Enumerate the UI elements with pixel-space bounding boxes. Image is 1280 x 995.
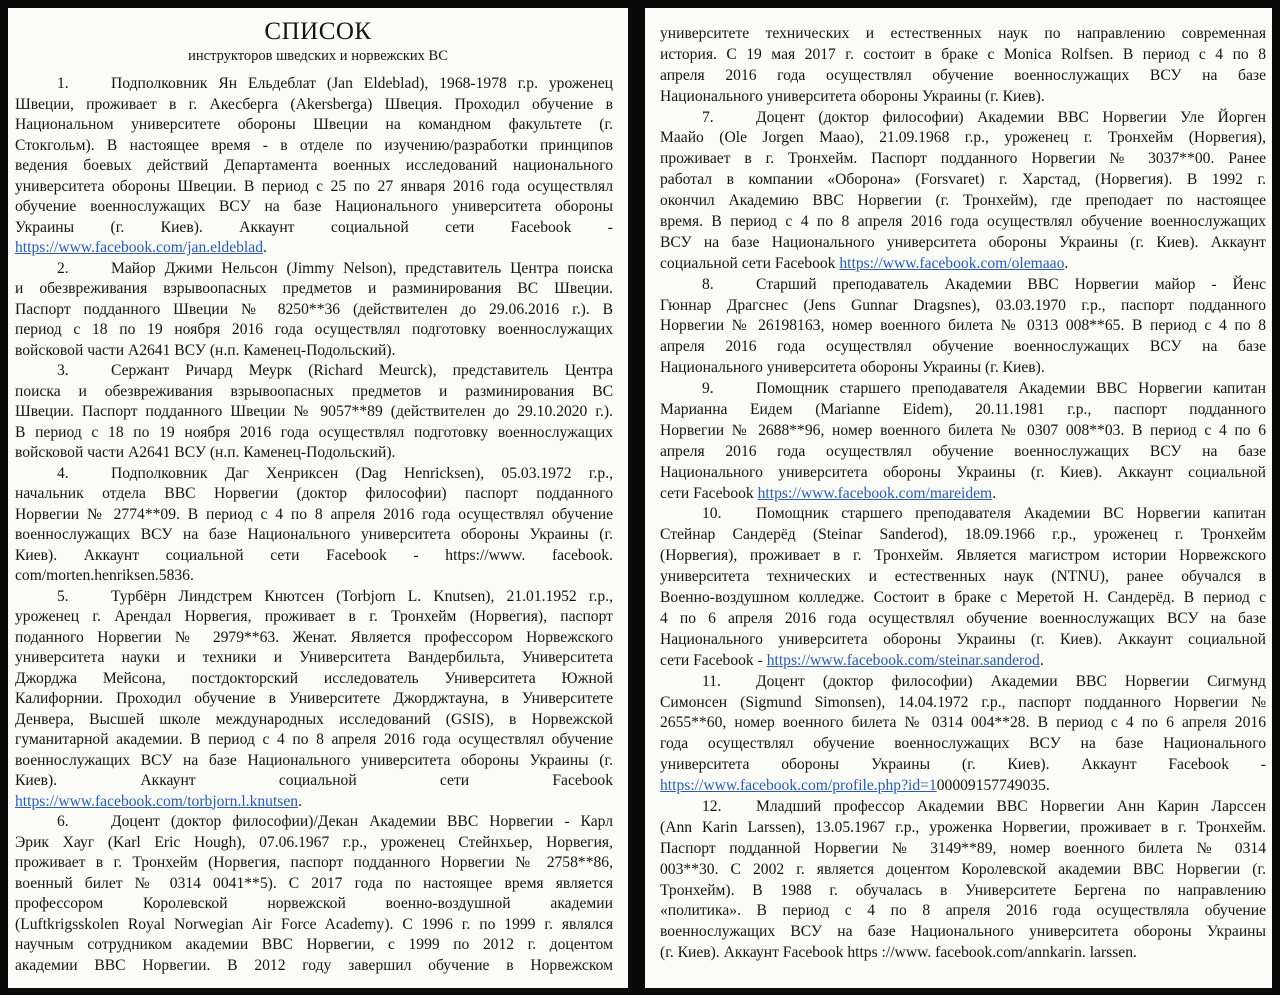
line-text: В период с 18 по 19 ноября 2016 года осуществлял подготовку военнослужащих [15, 423, 613, 441]
line-text: (г. Киев). Аккаунт Facebook https ://www. facebook.com/annkarin. larssen. [660, 944, 1137, 962]
text-line [15, 464, 613, 485]
line-text: Паспорт подданной Норвегии № 3149**89, номер военного билета № 0314 [660, 839, 1266, 857]
line-text: ведения боевых действий Департамента военных исследований национального [15, 157, 613, 174]
line-text: уроженец г. Арендал Норвегия, проживает в г. Тронхейм (Норвегия), паспорт [15, 608, 613, 625]
text-line [660, 149, 1266, 170]
line-text: поиска и обезвреживания взрывоопасных предметов и разминирования ВС [15, 382, 613, 400]
line-text: Киев). Аккаунт социальной сети Facebook - https://www. facebook. [15, 546, 613, 564]
text-line [15, 566, 613, 587]
line-text: период с 18 по 19 ноября 2016 года осуществлял подготовку военнослужащих [15, 321, 613, 338]
text-line [15, 238, 613, 259]
text-line [660, 734, 1266, 755]
text-line [15, 136, 613, 157]
text-line [660, 233, 1266, 254]
text-line [15, 730, 613, 751]
text-line [660, 609, 1266, 630]
list-item [660, 379, 1266, 504]
text-line [660, 87, 1266, 108]
page-body [660, 24, 1266, 964]
line-text: Доцент (доктор философии)/Декан Академии ВВС Норвегии - Карл [111, 813, 613, 830]
text-line [660, 901, 1266, 922]
text-line [660, 588, 1266, 609]
item-number: 12. [702, 797, 722, 815]
text-line [15, 177, 613, 198]
line-text: Национального университета обороны Украины (г. Киев). Аккаунт социальной [660, 630, 1266, 648]
text-line [15, 443, 613, 464]
line-text: Киев). Аккаунт социальной сети Facebook [15, 772, 613, 789]
line-text: сети Facebook [660, 484, 758, 502]
line-text: Марианна Еидем (Marianne Eidem), 20.11.1981 г.р., паспорт подданного [660, 401, 1266, 419]
item-number: 2. [57, 259, 69, 277]
line-text: Эрик Хауг (Karl Eric Hough), 07.06.1967 г.р., уроженец Стейнхьер, Норвегия, [15, 833, 613, 851]
text-line [660, 630, 1266, 651]
line-text: поданного Норвегии № 2979**63. Женат. Является профессором Норвежского [15, 628, 613, 646]
text-line [15, 628, 613, 649]
line-text: Подполковник Даг Хенриксен (Dag Henricksen), 05.03.1972 г.р., [111, 464, 613, 482]
text-line [15, 300, 613, 321]
line-text: военнослужащих ВСУ на базе Национального университета обороны Украины (г. [15, 526, 613, 543]
text-line [660, 45, 1266, 66]
text-line [15, 279, 613, 300]
facebook-link[interactable]: https://www.facebook.com/profile.php?id=1 [660, 777, 937, 795]
line-text: Швеции. Паспорт подданного Швеции № 9057**89 (действителен до 29.10.2020 г.). [15, 403, 613, 420]
line-text: Младший профессор Академии ВВС Норвегии Анн Карин Ларссен [756, 797, 1266, 815]
line-text: (Норвегия), проживает в г. Тронхейм. Является магистром истории Норвежского [660, 547, 1266, 565]
text-line [15, 894, 613, 915]
line-text: . [298, 792, 302, 810]
document-subtitle: инструкторов шведских и норвежских ВС [188, 48, 448, 64]
text-line [660, 296, 1266, 317]
text-line [15, 935, 613, 956]
text-line [660, 797, 1266, 818]
line-text: Национального университета обороны Украины (г. Киев). [660, 359, 1045, 377]
line-text: Стокгольм). В настоящее время - в отделе по изучению/разработки принципов [15, 136, 613, 154]
text-line [660, 713, 1266, 734]
text-line [660, 922, 1266, 943]
item-number: 4. [57, 464, 69, 482]
line-text: университете технических и естественных наук по направлению современная [660, 25, 1266, 42]
line-text: университета обороны Украины (г. Киев). Аккаунт Facebook - [660, 756, 1266, 774]
text-line [15, 320, 613, 341]
line-text: Национальном университете обороны Швеции на командном факультете (г. [15, 116, 613, 133]
line-text: Старший преподаватель Академии ВВС Норвегии майор - Йенс [756, 275, 1266, 293]
text-line [660, 254, 1266, 275]
item-number: 10. [702, 505, 722, 523]
text-line [660, 651, 1266, 672]
list-item [660, 24, 1266, 108]
line-text: . [1039, 651, 1044, 669]
line-text: работал в компании «Оборона» (Forsvaret) г. Харстад, (Норвегия). В 1992 г. [660, 171, 1266, 189]
line-text: апреля 2016 года осуществлял обучение военнослужащих ВСУ на базе [660, 66, 1266, 84]
item-number: 6. [57, 813, 69, 830]
item-number: 1. [57, 75, 69, 92]
text-line [15, 74, 613, 95]
text-line [15, 812, 613, 833]
text-line [15, 689, 613, 710]
text-line [15, 361, 613, 382]
text-line [660, 24, 1266, 45]
line-text: Майор Джими Нельсон (Jimmy Nelson), представитель Центра поиска [111, 259, 613, 277]
list-item [15, 74, 613, 259]
text-line [660, 546, 1266, 567]
text-line [15, 341, 613, 362]
text-line [15, 156, 613, 177]
line-text: Помощник старшего преподавателя Академии ВВС Норвегии капитан [756, 380, 1266, 398]
text-line [15, 915, 613, 936]
line-text: 00009157749035. [936, 777, 1050, 795]
line-text: обучение военнослужащих ВСУ на базе Национального университета обороны [15, 198, 613, 215]
line-text: социальной сети Facebook [660, 254, 840, 272]
text-line [15, 505, 613, 526]
text-line [15, 115, 613, 136]
line-text: проживает в г. Тронхейм (Норвегия, паспорт подданного Норвегии № 2758**86, [15, 854, 613, 871]
line-text: апреля 2016 года осуществлял обучение военнослужащих ВСУ на базе [660, 338, 1266, 356]
text-line [660, 442, 1266, 463]
text-line [660, 693, 1266, 714]
text-line [15, 484, 613, 505]
document-page-left [8, 8, 628, 988]
list-item [660, 108, 1266, 275]
text-line [15, 751, 613, 772]
facebook-link[interactable]: https://www.facebook.com/jan.eldeblad [15, 239, 263, 256]
line-text: профессором Королевской норвежской военно-воздушной академии [15, 895, 613, 912]
text-line [660, 337, 1266, 358]
line-text: 4 по 6 апреля 2016 года осуществлял обучение военнослужащих ВСУ на базе [660, 609, 1266, 627]
text-line [660, 567, 1266, 588]
text-line [15, 669, 613, 690]
line-text: Швеции, проживает в г. Акесберга (Akersberga) Швеция. Проходил обучение в [15, 95, 613, 113]
list-item [15, 812, 613, 976]
line-text: войсковой части А2641 ВСУ (н.п. Каменец-Подольский). [15, 444, 396, 461]
text-line [660, 484, 1266, 505]
text-line [660, 316, 1266, 337]
line-text: академии ВВС Норвегии. В 2012 году завершил обучение в Норвежском [15, 956, 613, 974]
text-line [660, 525, 1266, 546]
line-text: . [1064, 254, 1069, 272]
text-line [15, 607, 613, 628]
line-text: университета науки и техники и Университета Вандербильта, Университета [15, 649, 613, 666]
list-item [15, 361, 613, 464]
text-line [660, 463, 1266, 484]
text-line [15, 956, 613, 977]
line-text: com/morten.henriksen.5836. [15, 567, 194, 584]
line-text: войсковой части А2641 ВСУ (н.п. Каменец-Подольский). [15, 341, 396, 359]
list-item [660, 797, 1266, 964]
line-text: сети Facebook - [660, 651, 767, 669]
line-text: Маайо (Ole Jorgen Maao), 21.09.1968 г.р., уроженец г. Тронхейм (Норвегия), [660, 129, 1266, 147]
text-line [660, 672, 1266, 693]
line-text: апреля 2016 года осуществлял обучение военнослужащих ВСУ на базе [660, 442, 1266, 460]
text-line [660, 128, 1266, 149]
line-text: Доцент (доктор философии) Академии ВВС Норвегии Сигмунд [756, 672, 1266, 690]
text-line [660, 170, 1266, 191]
line-text: научным сотрудником академии ВВС Норвегии, с 1999 по 2012 г. доцентом [15, 936, 613, 953]
text-line [15, 197, 613, 218]
text-line [15, 874, 613, 895]
text-line [15, 792, 613, 813]
text-line [660, 839, 1266, 860]
list-item [15, 587, 613, 813]
text-line [660, 860, 1266, 881]
line-text: окончил Академию ВВС Норвегии (г. Тронхейм), где преподает по настоящее [660, 192, 1266, 210]
line-text: Норвегии № 2774**09. В период с 4 по 8 апреля 2016 года осуществлял обучение [15, 505, 613, 523]
line-text: история. С 19 мая 2017 г. состоит в браке с Monica Rolfsen. В период с 4 по 8 [660, 45, 1266, 63]
facebook-link[interactable]: https://www.facebook.com/mareidem [757, 484, 993, 502]
line-text: время. В период с 4 по 8 апреля 2016 года осуществлял обучение военнослужащих [660, 213, 1266, 231]
line-text: Помощник старшего преподавателя Академии ВС Норвегии капитан [756, 505, 1266, 523]
line-text: года осуществлял обучение военнослужащих ВСУ на базе Национального [660, 735, 1266, 753]
text-line [660, 191, 1266, 212]
line-text: университета технических и естественных наук (NTNU), ранее обучался в [660, 568, 1266, 586]
facebook-link[interactable]: https://www.facebook.com/olemaao [839, 254, 1065, 272]
text-line [660, 400, 1266, 421]
item-number: 8. [702, 275, 714, 293]
line-text: ВСУ на базе Национального университета обороны Украины (г. Киев). Аккаунт [660, 233, 1266, 251]
item-number: 5. [57, 587, 69, 605]
page-body [15, 74, 613, 976]
line-text: Калифорнии. Проходил обучение в Университете Джорджтауна, в Университете [15, 690, 613, 707]
line-text: Доцент (доктор философии) Академии ВВС Норвегии Уле Йорген [756, 108, 1266, 126]
line-text: Норвегии № 26198163, номер военного билета № 0313 008**65. В период с 4 по 8 [660, 317, 1266, 335]
text-line [660, 108, 1266, 129]
line-text: Национального университета обороны Украины (г. Киев). [660, 87, 1045, 105]
text-line [15, 710, 613, 731]
text-line [15, 833, 613, 854]
document-title: СПИСОК [264, 18, 372, 45]
line-text: 003**30. С 2002 г. является доцентом Королевской академии ВВС Норвегии (г. [660, 860, 1266, 878]
text-line [660, 66, 1266, 87]
list-item [15, 464, 613, 587]
text-line [660, 358, 1266, 379]
line-text: Симонсен (Sigmund Simonsen), 14.04.1972 г.р., паспорт подданного Норвегии № [660, 693, 1266, 711]
line-text: Национального университета обороны Украины (г. Киев). Аккаунт социальной [660, 463, 1266, 481]
text-line [660, 212, 1266, 233]
line-text: гуманитарной академии. В период с 4 по 8 апреля 2016 года осуществлял обучение [15, 731, 613, 748]
line-text: . [262, 239, 267, 256]
facebook-link[interactable]: https://www.facebook.com/torbjorn.l.knutsen [15, 792, 299, 810]
text-line [660, 776, 1266, 797]
list-item [660, 504, 1266, 671]
line-text: Паспорт подданного Швеции № 8250**36 (действителен до 29.06.2016 г.). В [15, 300, 613, 318]
line-text: военнослужащих ВСУ на базе Национального университета обороны Украины [660, 923, 1266, 941]
line-text: Турбёрн Линдстрем Кнютсен (Torbjorn L. Knutsen), 21.01.1952 г.р., [111, 587, 613, 605]
text-line [660, 818, 1266, 839]
text-line [15, 546, 613, 567]
line-text: Джорджа Мейсона, постдокторский исследователь Университета Южной [15, 669, 613, 687]
document-page-right [645, 8, 1272, 988]
list-item [660, 275, 1266, 379]
text-line [15, 95, 613, 116]
line-text: Норвегии № 2688**96, номер военного билета № 0307 008**03. В период с 4 по 6 [660, 421, 1266, 439]
text-line [15, 402, 613, 423]
line-text: военный билет № 0314 0041**5). С 2017 года по настоящее время является [15, 874, 613, 892]
item-number: 3. [57, 362, 69, 379]
facebook-link[interactable]: https://www.facebook.com/steinar.sanderod [766, 651, 1040, 669]
line-text: Украины (г. Киев). Аккаунт социальной сети Facebook - [15, 218, 613, 236]
line-text: Стейнар Сандерёд (Steinar Sanderod), 18.09.1966 г.р., уроженец г. Тронхейм [660, 526, 1266, 544]
text-line [15, 853, 613, 874]
text-line [15, 423, 613, 444]
text-line [660, 504, 1266, 525]
text-line [15, 648, 613, 669]
line-text: университета обороны Швеции. В период с 25 по 27 января 2016 года осуществлял [15, 177, 613, 195]
line-text: и обезвреживания взрывоопасных предметов и разминирования ВС Швеции. [15, 280, 613, 297]
line-text: (Ann Karin Larssen), 13.05.1967 г.р., уроженка Норвегии, проживает в г. Тронхейм. [660, 818, 1266, 836]
text-line [15, 525, 613, 546]
text-line [15, 382, 613, 403]
text-line [15, 587, 613, 608]
text-line [660, 421, 1266, 442]
line-text: «политика». В период с 4 по 8 апреля 2016 года осуществляла обучение [660, 902, 1266, 920]
text-line [660, 755, 1266, 776]
text-line [15, 259, 613, 280]
line-text: Денвера, Высшей школе международных исследований (GSIS), в Норвежской [15, 710, 613, 728]
text-line [660, 275, 1266, 296]
list-item [15, 259, 613, 362]
line-text: военнослужащих ВСУ на базе Национального университета обороны Украины (г. [15, 751, 613, 769]
line-text: Сержант Ричард Меурк (Richard Meurck), представитель Центра [111, 362, 613, 379]
item-number: 11. [702, 672, 721, 690]
text-line [660, 881, 1266, 902]
line-text: Подполковник Ян Ельдеблат (Jan Eldeblad), 1968-1978 г.р. уроженец [111, 75, 613, 92]
item-number: 7. [702, 108, 714, 126]
line-text: Военно-воздушном колледже. Состоит в браке с Меретой Н. Сандерёд. В период с [660, 589, 1266, 607]
text-line [15, 771, 613, 792]
line-text: начальник отдела ВВС Норвегии (доктор философии) паспорт подданного [15, 485, 613, 502]
line-text: 2655**60, номер военного билета № 0314 004**28. В период с 4 по 6 апреля 2016 [660, 714, 1266, 732]
line-text: (Luftkrigsskolen Royal Norwegian Air Force Academy). С 1996 г. по 1999 г. являлся [15, 915, 613, 933]
item-number: 9. [702, 380, 714, 398]
line-text: Тронхейм). В 1988 г. обучалась в Университете Бергена по направлению [660, 881, 1266, 899]
text-line [15, 218, 613, 239]
line-text: . [992, 484, 997, 502]
text-line [660, 379, 1266, 400]
list-item [660, 672, 1266, 797]
line-text: Гюннар Драгснес (Jens Gunnar Dragsnes), 03.03.1970 г.р., паспорт подданного [660, 296, 1266, 314]
line-text: проживает в г. Тронхейм. Паспорт подданного Норвегии № 3037**00. Ранее [660, 150, 1266, 168]
text-line [660, 943, 1266, 964]
